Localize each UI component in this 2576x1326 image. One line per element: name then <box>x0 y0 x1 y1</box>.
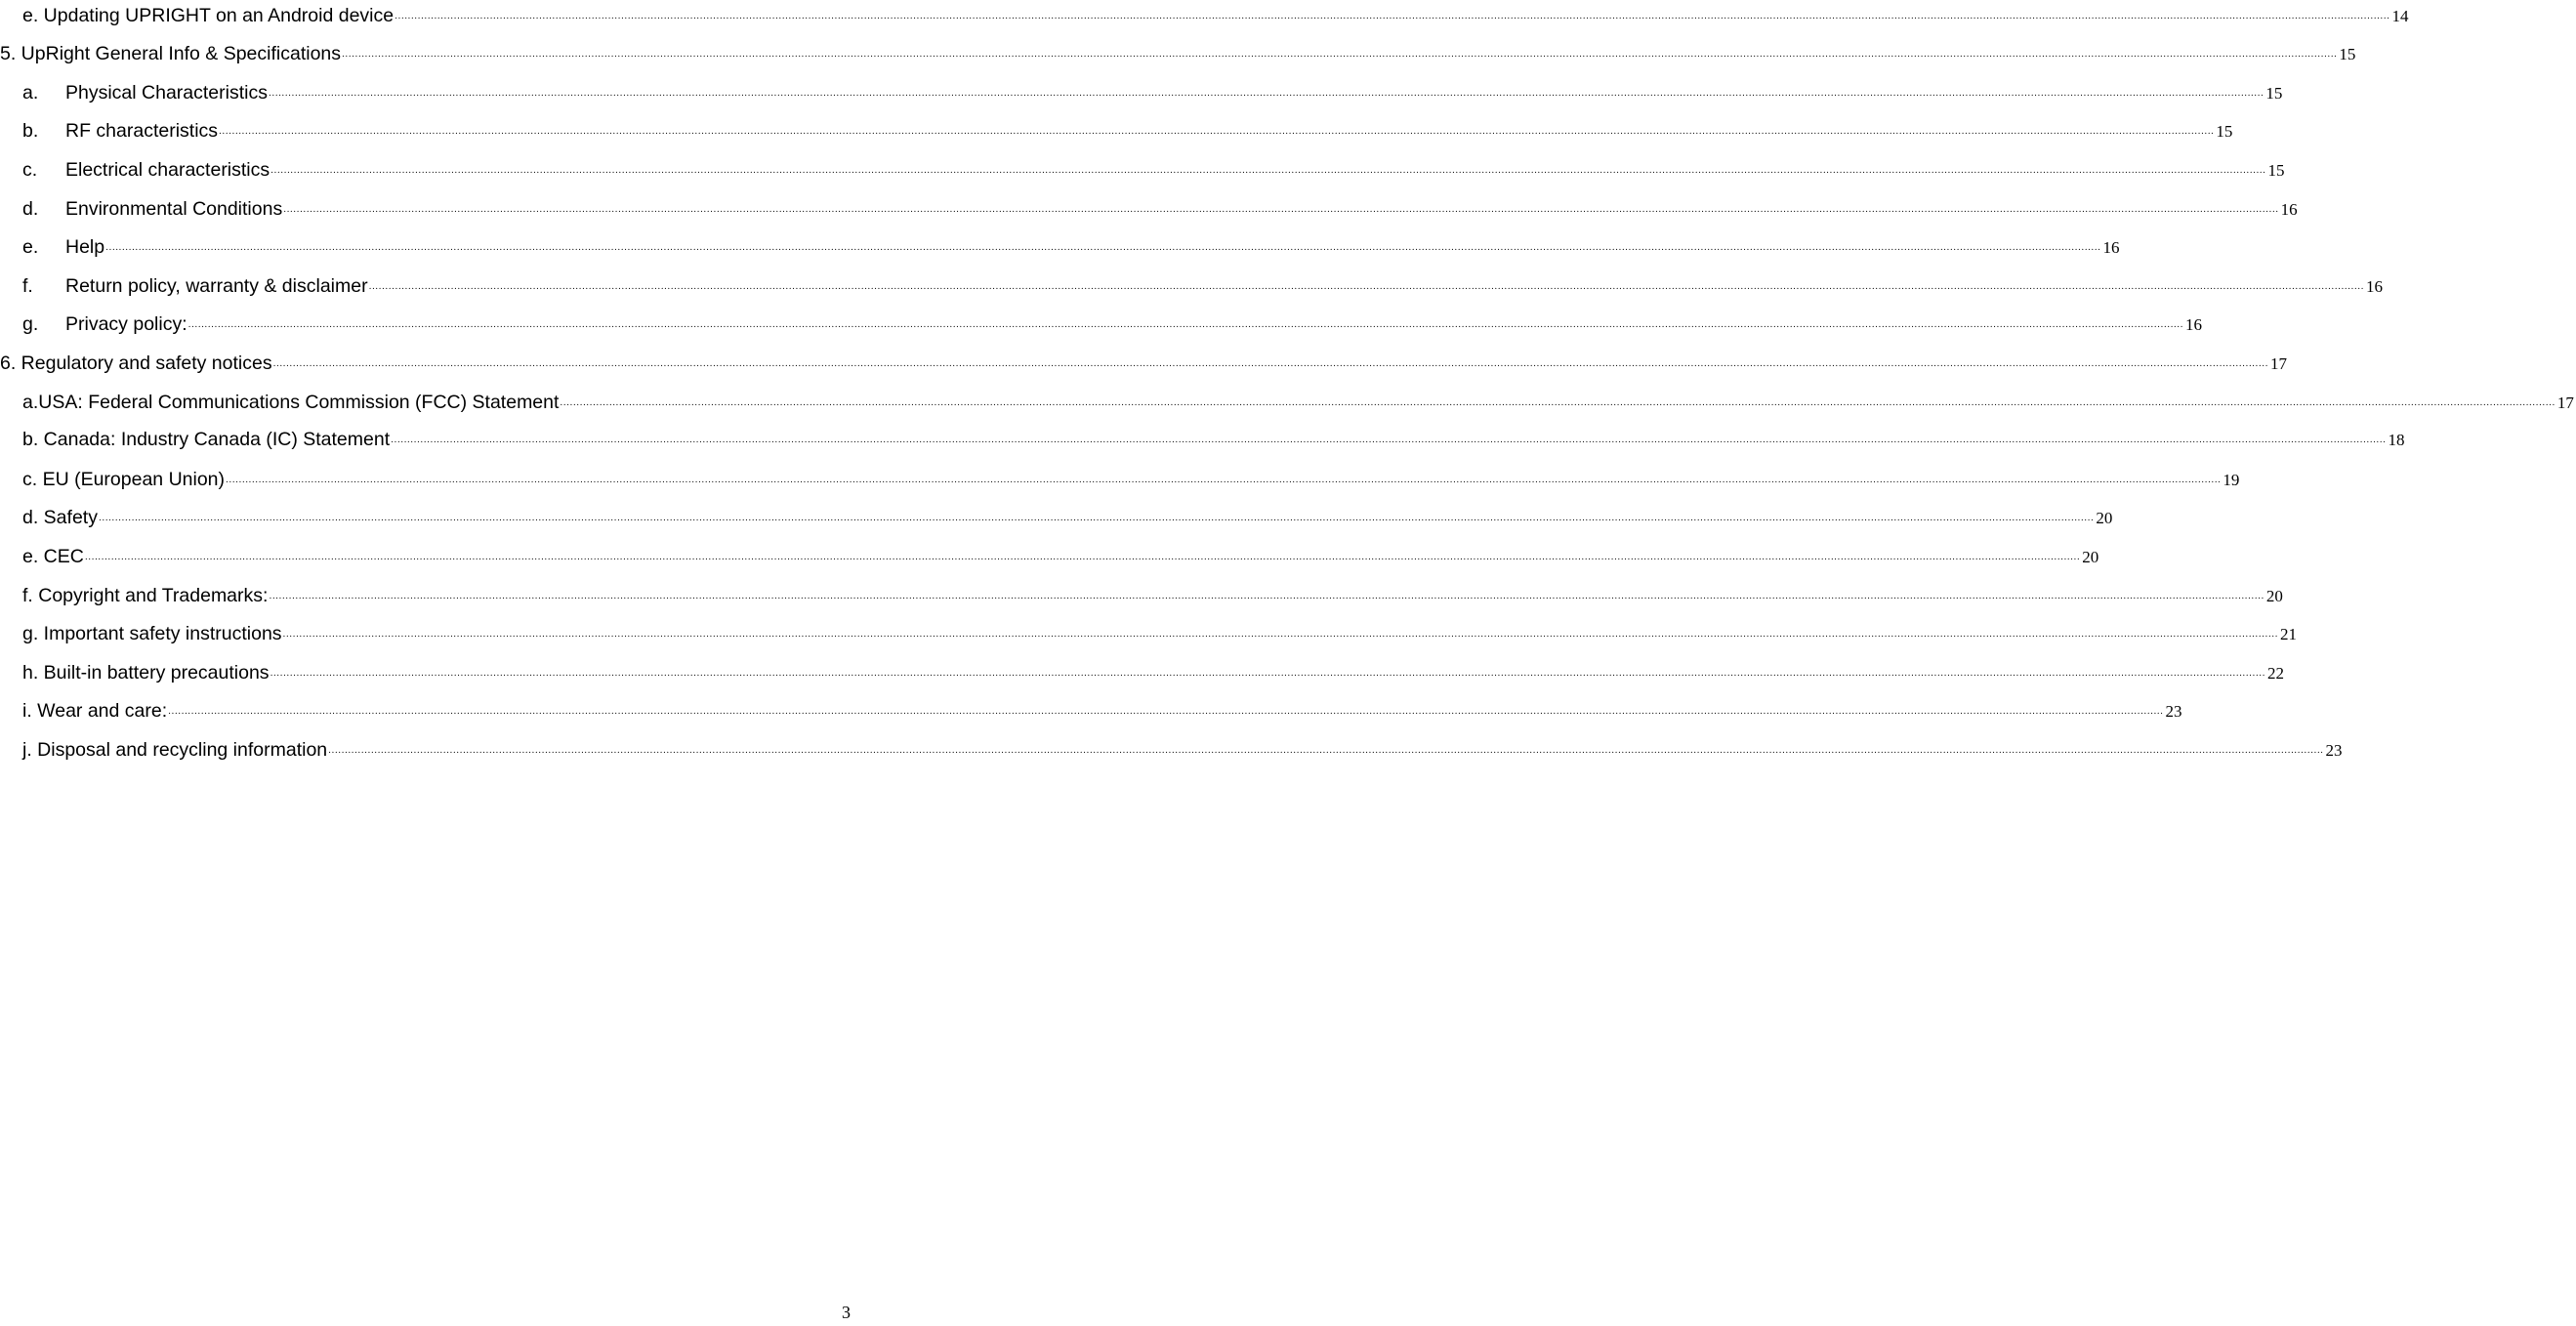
dot-leader <box>85 552 2080 563</box>
dot-leader <box>269 88 2264 100</box>
toc-entry-label: e. CEC <box>22 546 84 567</box>
toc-entry-page: 15 <box>2267 161 2285 180</box>
dot-leader <box>188 319 2183 331</box>
dot-leader <box>395 11 2389 22</box>
dot-leader <box>328 745 2323 757</box>
toc-entry-page: 20 <box>2082 548 2099 566</box>
toc-entry-label: 5. UpRight General Info & Specifications <box>0 43 342 64</box>
toc-entry-page: 16 <box>2365 277 2383 296</box>
toc-entry-page: 15 <box>2339 45 2356 63</box>
toc-entry-copyright[interactable] <box>0 580 2283 607</box>
toc-entry-letter: f. <box>22 275 33 297</box>
toc-entry-label: h. Built-in battery precautions <box>22 662 270 684</box>
toc-entry-label: i. Wear and care: <box>22 700 168 722</box>
dot-leader <box>270 668 2265 680</box>
toc-entry-page: 18 <box>2388 431 2405 449</box>
dot-leader <box>273 358 2268 370</box>
toc-entry-label: Physical Characteristics <box>65 82 268 104</box>
toc-entry-letter: d. <box>22 198 39 220</box>
toc-entry-label: Environmental Conditions <box>65 198 283 220</box>
toc-entry-page: 19 <box>2223 471 2240 489</box>
toc-entry-letter: a. <box>22 82 39 104</box>
toc-entry-help[interactable] <box>0 231 2120 259</box>
toc-entry-page: 23 <box>2325 741 2343 760</box>
dot-leader <box>168 706 2163 718</box>
dot-leader <box>105 242 2100 254</box>
dot-leader <box>342 49 2337 61</box>
toc-entry-label: j. Disposal and recycling information <box>22 739 328 761</box>
toc-entry-page: 20 <box>2265 587 2283 605</box>
toc-entry-label: b. Canada: Industry Canada (IC) Statement <box>22 429 391 450</box>
toc-entry-label: Privacy policy: <box>65 313 187 335</box>
toc-entry-safety-instructions[interactable] <box>0 618 2297 645</box>
dot-leader <box>283 629 2278 641</box>
dot-leader <box>99 513 2094 524</box>
toc-entry-label: e. Updating UPRIGHT on an Android device <box>22 5 395 26</box>
toc-entry-page: 14 <box>2391 7 2409 25</box>
dot-leader <box>270 165 2265 177</box>
toc-entry-page: 15 <box>2265 84 2283 103</box>
toc-entry-updating-android[interactable] <box>0 0 2409 27</box>
toc-entry-return-policy[interactable] <box>0 270 2383 298</box>
toc-entry-physical[interactable] <box>0 77 2283 104</box>
toc-entry-label: RF characteristics <box>65 120 219 142</box>
toc-entry-label: c. EU (European Union) <box>22 469 226 490</box>
toc-entry-battery[interactable] <box>0 657 2284 684</box>
toc-entry-page: 22 <box>2266 664 2284 683</box>
toc-entry-label: Electrical characteristics <box>65 159 270 181</box>
toc-entry-privacy[interactable] <box>0 309 2203 336</box>
toc-entry-safety[interactable] <box>0 502 2113 529</box>
toc-entry-page: 16 <box>2280 200 2298 219</box>
dot-leader <box>269 591 2264 602</box>
toc-entry-rf[interactable] <box>0 115 2233 143</box>
toc-entry-page: 16 <box>2185 315 2203 334</box>
toc-entry-page: 21 <box>2279 625 2297 643</box>
toc-entry-wear-care[interactable] <box>0 695 2182 723</box>
toc-entry-letter: g. <box>22 313 39 335</box>
page-number: 3 <box>842 1303 851 1322</box>
toc-entry-page: 16 <box>2102 238 2120 257</box>
toc-entry-label: d. Safety <box>22 507 98 528</box>
toc-entry-disposal[interactable] <box>0 734 2343 762</box>
dot-leader <box>219 126 2214 138</box>
dot-leader <box>226 475 2221 486</box>
toc-entry-page: 23 <box>2165 702 2182 721</box>
toc-entry-label: Return policy, warranty & disclaimer <box>65 275 368 297</box>
toc-entry-page: 20 <box>2096 509 2113 527</box>
dot-leader <box>283 204 2278 216</box>
dot-leader <box>560 397 2555 409</box>
toc-entry-label: f. Copyright and Trademarks: <box>22 585 269 606</box>
toc-entry-cec[interactable] <box>0 541 2099 568</box>
toc-entry-regulatory[interactable] <box>0 348 2287 375</box>
toc-entry-general-info[interactable] <box>0 38 2356 65</box>
toc-entry-ic[interactable] <box>0 424 2405 451</box>
toc-entry-fcc[interactable] <box>0 387 2574 414</box>
toc-entry-page: 15 <box>2216 122 2233 141</box>
toc-entry-label: a.USA: Federal Communications Commission (FCC) Statement <box>22 392 560 413</box>
toc-entry-label: 6. Regulatory and safety notices <box>0 352 272 374</box>
toc-entry-letter: c. <box>22 159 38 181</box>
dot-leader <box>391 435 2386 446</box>
toc-entry-eu[interactable] <box>0 464 2240 491</box>
toc-entry-electrical[interactable] <box>0 154 2285 182</box>
toc-entry-page: 17 <box>2556 394 2574 412</box>
toc-entry-label: Help <box>65 236 105 258</box>
toc-entry-page: 17 <box>2269 354 2287 373</box>
toc-entry-letter: e. <box>22 236 39 258</box>
toc-entry-environmental[interactable] <box>0 193 2298 221</box>
toc-entry-letter: b. <box>22 120 39 142</box>
dot-leader <box>369 281 2364 293</box>
toc-entry-label: g. Important safety instructions <box>22 623 282 644</box>
